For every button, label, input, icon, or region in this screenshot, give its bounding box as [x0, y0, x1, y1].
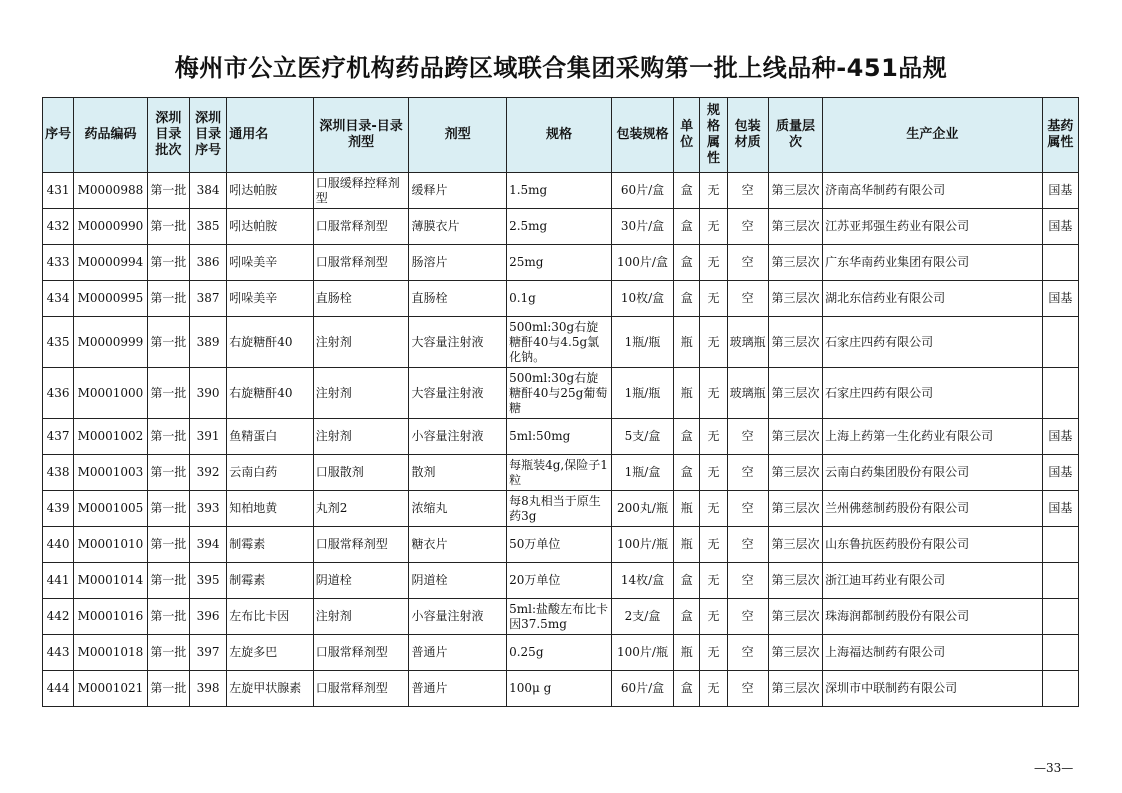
pack-material-cell: 空 [727, 563, 768, 599]
quality-level-cell: 第三层次 [768, 635, 822, 671]
table-row [43, 455, 1079, 491]
col-generic-name-header: 通用名 [227, 98, 314, 173]
seq-cell: 440 [43, 527, 74, 563]
essential-drug-cell [1042, 527, 1078, 563]
col-drug-code-header: 药品编码 [74, 98, 147, 173]
generic-name-cell: 吲达帕胺 [227, 173, 314, 209]
unit-cell: 盒 [674, 419, 700, 455]
pack-spec-cell: 1瓶/盒 [611, 455, 673, 491]
spec-cell: 5ml:盐酸左布比卡因37.5mg [507, 599, 612, 635]
quality-level-cell: 第三层次 [768, 173, 822, 209]
seq-cell: 439 [43, 491, 74, 527]
spec-attr-cell: 无 [700, 368, 727, 419]
dosage-form-cell: 薄膜衣片 [409, 209, 507, 245]
pack-spec-cell: 60片/盒 [611, 173, 673, 209]
spec-cell: 500ml:30g右旋糖酐40与25g葡萄糖 [507, 368, 612, 419]
pack-material-cell: 玻璃瓶 [727, 368, 768, 419]
manufacturer-cell: 浙江迪耳药业有限公司 [823, 563, 1042, 599]
quality-level-cell: 第三层次 [768, 209, 822, 245]
table-row [43, 635, 1079, 671]
seq-cell: 437 [43, 419, 74, 455]
dosage-form-cell: 阴道栓 [409, 563, 507, 599]
spec-cell: 5ml:50mg [507, 419, 612, 455]
unit-cell: 盒 [674, 563, 700, 599]
essential-drug-cell: 国基 [1042, 281, 1078, 317]
quality-level-cell: 第三层次 [768, 563, 822, 599]
quality-level-cell: 第三层次 [768, 245, 822, 281]
essential-drug-cell [1042, 317, 1078, 368]
col-manufacturer-header: 生产企业 [823, 98, 1042, 173]
quality-level-cell: 第三层次 [768, 455, 822, 491]
unit-cell: 瓶 [674, 491, 700, 527]
sz-batch-cell: 第一批 [147, 173, 189, 209]
col-sz-dosage-form-header: 深圳目录-目录剂型 [313, 98, 409, 173]
pack-material-cell: 空 [727, 419, 768, 455]
sz-index-cell: 394 [189, 527, 226, 563]
col-quality-level-header: 质量层次 [768, 98, 822, 173]
spec-cell: 0.25g [507, 635, 612, 671]
sz-dosage-form-cell: 丸剂2 [313, 491, 409, 527]
table-row [43, 563, 1079, 599]
manufacturer-cell: 石家庄四药有限公司 [823, 368, 1042, 419]
table-row [43, 368, 1079, 419]
dosage-form-cell: 普通片 [409, 635, 507, 671]
quality-level-cell: 第三层次 [768, 368, 822, 419]
manufacturer-cell: 济南高华制药有限公司 [823, 173, 1042, 209]
page-number: —33— [1034, 761, 1074, 775]
dosage-form-cell: 普通片 [409, 671, 507, 707]
sz-index-cell: 389 [189, 317, 226, 368]
spec-attr-cell: 无 [700, 419, 727, 455]
pack-material-cell: 空 [727, 635, 768, 671]
unit-cell: 盒 [674, 245, 700, 281]
generic-name-cell: 左旋多巴 [227, 635, 314, 671]
generic-name-cell: 吲达帕胺 [227, 209, 314, 245]
drug-code-cell: M0001016 [74, 599, 147, 635]
dosage-form-cell: 糖衣片 [409, 527, 507, 563]
essential-drug-cell [1042, 368, 1078, 419]
pack-spec-cell: 14枚/盒 [611, 563, 673, 599]
pack-spec-cell: 2支/盒 [611, 599, 673, 635]
unit-cell: 瓶 [674, 527, 700, 563]
pack-spec-cell: 100片/瓶 [611, 527, 673, 563]
sz-batch-cell: 第一批 [147, 209, 189, 245]
drug-code-cell: M0001000 [74, 368, 147, 419]
unit-cell: 盒 [674, 209, 700, 245]
manufacturer-cell: 深圳市中联制药有限公司 [823, 671, 1042, 707]
sz-dosage-form-cell: 注射剂 [313, 368, 409, 419]
seq-cell: 438 [43, 455, 74, 491]
col-seq-header: 序号 [43, 98, 74, 173]
dosage-form-cell: 直肠栓 [409, 281, 507, 317]
spec-attr-cell: 无 [700, 455, 727, 491]
seq-cell: 442 [43, 599, 74, 635]
spec-cell: 每8丸相当于原生药3g [507, 491, 612, 527]
essential-drug-cell: 国基 [1042, 209, 1078, 245]
generic-name-cell: 云南白药 [227, 455, 314, 491]
sz-dosage-form-cell: 口服常释剂型 [313, 209, 409, 245]
drug-code-cell: M0001014 [74, 563, 147, 599]
col-pack-spec-header: 包装规格 [611, 98, 673, 173]
sz-dosage-form-cell: 直肠栓 [313, 281, 409, 317]
unit-cell: 瓶 [674, 317, 700, 368]
seq-cell: 431 [43, 173, 74, 209]
pack-spec-cell: 1瓶/瓶 [611, 368, 673, 419]
sz-index-cell: 397 [189, 635, 226, 671]
sz-index-cell: 384 [189, 173, 226, 209]
table-row [43, 173, 1079, 209]
col-spec-header: 规格 [507, 98, 612, 173]
pack-material-cell: 空 [727, 491, 768, 527]
sz-index-cell: 387 [189, 281, 226, 317]
generic-name-cell: 知柏地黄 [227, 491, 314, 527]
spec-attr-cell: 无 [700, 563, 727, 599]
seq-cell: 432 [43, 209, 74, 245]
spec-attr-cell: 无 [700, 173, 727, 209]
manufacturer-cell: 珠海润都制药股份有限公司 [823, 599, 1042, 635]
spec-cell: 0.1g [507, 281, 612, 317]
sz-dosage-form-cell: 口服常释剂型 [313, 245, 409, 281]
pack-spec-cell: 60片/盒 [611, 671, 673, 707]
pack-material-cell: 空 [727, 245, 768, 281]
sz-dosage-form-cell: 注射剂 [313, 599, 409, 635]
sz-dosage-form-cell: 口服常释剂型 [313, 635, 409, 671]
sz-index-cell: 386 [189, 245, 226, 281]
drug-code-cell: M0001021 [74, 671, 147, 707]
unit-cell: 盒 [674, 173, 700, 209]
spec-attr-cell: 无 [700, 209, 727, 245]
table-row [43, 671, 1079, 707]
drug-code-cell: M0000988 [74, 173, 147, 209]
seq-cell: 435 [43, 317, 74, 368]
drug-code-cell: M0000990 [74, 209, 147, 245]
drug-code-cell: M0001010 [74, 527, 147, 563]
drug-table [42, 97, 1079, 707]
spec-attr-cell: 无 [700, 671, 727, 707]
spec-attr-cell: 无 [700, 635, 727, 671]
generic-name-cell: 左布比卡因 [227, 599, 314, 635]
seq-cell: 441 [43, 563, 74, 599]
dosage-form-cell: 缓释片 [409, 173, 507, 209]
unit-cell: 盒 [674, 455, 700, 491]
manufacturer-cell: 湖北东信药业有限公司 [823, 281, 1042, 317]
sz-dosage-form-cell: 阴道栓 [313, 563, 409, 599]
essential-drug-cell [1042, 563, 1078, 599]
pack-material-cell: 空 [727, 671, 768, 707]
dosage-form-cell: 小容量注射液 [409, 419, 507, 455]
col-unit-header: 单位 [674, 98, 700, 173]
pack-material-cell: 空 [727, 281, 768, 317]
spec-cell: 每瓶装4g,保险子1粒 [507, 455, 612, 491]
col-dosage-form-header: 剂型 [409, 98, 507, 173]
sz-index-cell: 392 [189, 455, 226, 491]
spec-attr-cell: 无 [700, 281, 727, 317]
sz-batch-cell: 第一批 [147, 368, 189, 419]
drug-code-cell: M0000995 [74, 281, 147, 317]
manufacturer-cell: 上海上药第一生化药业有限公司 [823, 419, 1042, 455]
generic-name-cell: 右旋糖酐40 [227, 368, 314, 419]
col-sz-index-header: 深圳目录序号 [189, 98, 226, 173]
table-row [43, 281, 1079, 317]
pack-material-cell: 空 [727, 527, 768, 563]
dosage-form-cell: 肠溶片 [409, 245, 507, 281]
spec-attr-cell: 无 [700, 599, 727, 635]
quality-level-cell: 第三层次 [768, 527, 822, 563]
drug-code-cell: M0000999 [74, 317, 147, 368]
pack-material-cell: 空 [727, 209, 768, 245]
col-pack-material-header: 包装材质 [727, 98, 768, 173]
dosage-form-cell: 散剂 [409, 455, 507, 491]
quality-level-cell: 第三层次 [768, 419, 822, 455]
table-row [43, 209, 1079, 245]
pack-material-cell: 空 [727, 599, 768, 635]
spec-cell: 50万单位 [507, 527, 612, 563]
spec-attr-cell: 无 [700, 245, 727, 281]
pack-material-cell: 空 [727, 455, 768, 491]
spec-cell: 1.5mg [507, 173, 612, 209]
col-sz-batch-header: 深圳目录批次 [147, 98, 189, 173]
sz-batch-cell: 第一批 [147, 635, 189, 671]
essential-drug-cell: 国基 [1042, 173, 1078, 209]
sz-dosage-form-cell: 注射剂 [313, 419, 409, 455]
pack-spec-cell: 1瓶/瓶 [611, 317, 673, 368]
generic-name-cell: 制霉素 [227, 563, 314, 599]
sz-index-cell: 393 [189, 491, 226, 527]
sz-batch-cell: 第一批 [147, 245, 189, 281]
drug-code-cell: M0001002 [74, 419, 147, 455]
drug-code-cell: M0000994 [74, 245, 147, 281]
sz-batch-cell: 第一批 [147, 455, 189, 491]
dosage-form-cell: 大容量注射液 [409, 317, 507, 368]
spec-cell: 100μ g [507, 671, 612, 707]
pack-material-cell: 空 [727, 173, 768, 209]
sz-dosage-form-cell: 口服常释剂型 [313, 671, 409, 707]
sz-batch-cell: 第一批 [147, 671, 189, 707]
table-body [43, 173, 1079, 707]
pack-material-cell: 玻璃瓶 [727, 317, 768, 368]
seq-cell: 443 [43, 635, 74, 671]
manufacturer-cell: 江苏亚邦强生药业有限公司 [823, 209, 1042, 245]
quality-level-cell: 第三层次 [768, 317, 822, 368]
spec-cell: 2.5mg [507, 209, 612, 245]
dosage-form-cell: 小容量注射液 [409, 599, 507, 635]
quality-level-cell: 第三层次 [768, 599, 822, 635]
page-title: 梅州市公立医疗机构药品跨区域联合集团采购第一批上线品种-451品规 [174, 54, 948, 82]
essential-drug-cell: 国基 [1042, 419, 1078, 455]
pack-spec-cell: 100片/盒 [611, 245, 673, 281]
sz-dosage-form-cell: 口服常释剂型 [313, 527, 409, 563]
dosage-form-cell: 大容量注射液 [409, 368, 507, 419]
seq-cell: 434 [43, 281, 74, 317]
unit-cell: 盒 [674, 281, 700, 317]
sz-batch-cell: 第一批 [147, 281, 189, 317]
sz-batch-cell: 第一批 [147, 599, 189, 635]
table-row [43, 491, 1079, 527]
quality-level-cell: 第三层次 [768, 671, 822, 707]
col-spec-attr-header: 规格属性 [700, 98, 727, 173]
quality-level-cell: 第三层次 [768, 491, 822, 527]
unit-cell: 瓶 [674, 635, 700, 671]
sz-batch-cell: 第一批 [147, 317, 189, 368]
col-essential-drug-header: 基药属性 [1042, 98, 1078, 173]
table-row [43, 317, 1079, 368]
table-row [43, 527, 1079, 563]
pack-spec-cell: 10枚/盒 [611, 281, 673, 317]
generic-name-cell: 吲哚美辛 [227, 281, 314, 317]
sz-index-cell: 398 [189, 671, 226, 707]
sz-batch-cell: 第一批 [147, 563, 189, 599]
essential-drug-cell: 国基 [1042, 491, 1078, 527]
essential-drug-cell: 国基 [1042, 455, 1078, 491]
manufacturer-cell: 石家庄四药有限公司 [823, 317, 1042, 368]
sz-index-cell: 390 [189, 368, 226, 419]
spec-cell: 20万单位 [507, 563, 612, 599]
generic-name-cell: 制霉素 [227, 527, 314, 563]
table-row [43, 599, 1079, 635]
pack-spec-cell: 5支/盒 [611, 419, 673, 455]
generic-name-cell: 右旋糖酐40 [227, 317, 314, 368]
spec-attr-cell: 无 [700, 317, 727, 368]
quality-level-cell: 第三层次 [768, 281, 822, 317]
sz-index-cell: 396 [189, 599, 226, 635]
essential-drug-cell [1042, 671, 1078, 707]
spec-cell: 25mg [507, 245, 612, 281]
drug-code-cell: M0001018 [74, 635, 147, 671]
manufacturer-cell: 山东鲁抗医药股份有限公司 [823, 527, 1042, 563]
sz-index-cell: 391 [189, 419, 226, 455]
unit-cell: 盒 [674, 599, 700, 635]
pack-spec-cell: 100片/瓶 [611, 635, 673, 671]
sz-index-cell: 385 [189, 209, 226, 245]
table-row [43, 245, 1079, 281]
table-row [43, 419, 1079, 455]
spec-cell: 500ml:30g右旋糖酐40与4.5g氯化钠。 [507, 317, 612, 368]
unit-cell: 盒 [674, 671, 700, 707]
drug-code-cell: M0001003 [74, 455, 147, 491]
sz-batch-cell: 第一批 [147, 419, 189, 455]
spec-attr-cell: 无 [700, 491, 727, 527]
sz-dosage-form-cell: 口服散剂 [313, 455, 409, 491]
header-row [43, 98, 1079, 173]
seq-cell: 436 [43, 368, 74, 419]
essential-drug-cell [1042, 635, 1078, 671]
generic-name-cell: 吲哚美辛 [227, 245, 314, 281]
sz-dosage-form-cell: 口服缓释控释剂型 [313, 173, 409, 209]
sz-dosage-form-cell: 注射剂 [313, 317, 409, 368]
manufacturer-cell: 上海福达制药有限公司 [823, 635, 1042, 671]
drug-code-cell: M0001005 [74, 491, 147, 527]
seq-cell: 433 [43, 245, 74, 281]
unit-cell: 瓶 [674, 368, 700, 419]
pack-spec-cell: 30片/盒 [611, 209, 673, 245]
sz-batch-cell: 第一批 [147, 491, 189, 527]
pack-spec-cell: 200丸/瓶 [611, 491, 673, 527]
dosage-form-cell: 浓缩丸 [409, 491, 507, 527]
manufacturer-cell: 兰州佛慈制药股份有限公司 [823, 491, 1042, 527]
generic-name-cell: 左旋甲状腺素 [227, 671, 314, 707]
generic-name-cell: 鱼精蛋白 [227, 419, 314, 455]
spec-attr-cell: 无 [700, 527, 727, 563]
sz-batch-cell: 第一批 [147, 527, 189, 563]
seq-cell: 444 [43, 671, 74, 707]
manufacturer-cell: 云南白药集团股份有限公司 [823, 455, 1042, 491]
sz-index-cell: 395 [189, 563, 226, 599]
essential-drug-cell [1042, 599, 1078, 635]
manufacturer-cell: 广东华南药业集团有限公司 [823, 245, 1042, 281]
essential-drug-cell [1042, 245, 1078, 281]
